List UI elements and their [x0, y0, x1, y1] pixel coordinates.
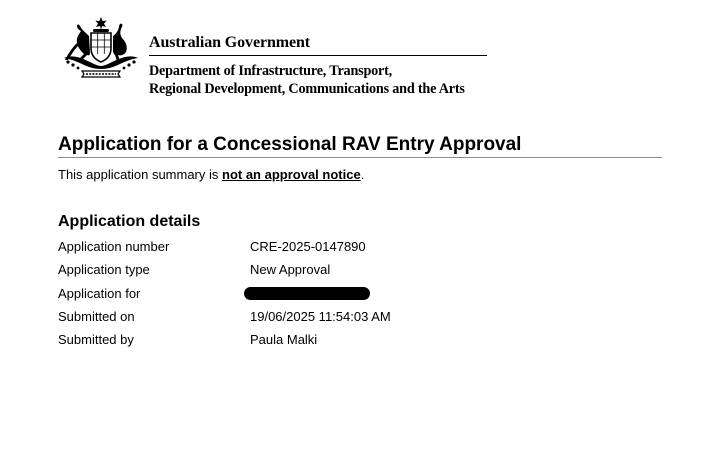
summary-notice [58, 167, 364, 182]
detail-value: Paula Malki [250, 332, 318, 348]
notice-prefix: This application summary is [58, 167, 222, 182]
detail-label: Application type [58, 262, 150, 278]
detail-row-application-number [58, 239, 478, 262]
department-name [149, 62, 465, 98]
application-details-heading: Application details [58, 213, 201, 230]
government-name: Australian Government [149, 34, 311, 51]
detail-row-submitted-on [58, 309, 478, 332]
title-divider [58, 157, 662, 158]
letterhead-rule [149, 55, 487, 56]
department-line-1: Department of Infrastructure, Transport, [149, 63, 393, 79]
department-line-2: Regional Development, Communications and the Arts [149, 81, 465, 97]
detail-label: Submitted by [58, 332, 134, 348]
coat-of-arms-icon [56, 14, 146, 80]
detail-label: Application for [58, 285, 141, 301]
detail-row-submitted-by [58, 332, 478, 355]
detail-row-application-type [58, 262, 478, 285]
notice-suffix: . [360, 167, 365, 182]
redaction-bar [244, 287, 370, 300]
detail-value: CRE-2025-0147890 [250, 239, 366, 254]
detail-label: Application number [58, 239, 170, 254]
notice-emphasis: not an approval notice [222, 167, 361, 182]
document-title: Application for a Concessional RAV Entry Approval [58, 134, 522, 155]
detail-label: Submitted on [58, 308, 135, 324]
letterhead [56, 14, 496, 97]
detail-value: 19/06/2025 11:54:03 AM [250, 308, 391, 324]
detail-row-application-for [58, 286, 478, 309]
detail-value: New Approval [250, 262, 331, 278]
application-details-list [58, 239, 478, 355]
